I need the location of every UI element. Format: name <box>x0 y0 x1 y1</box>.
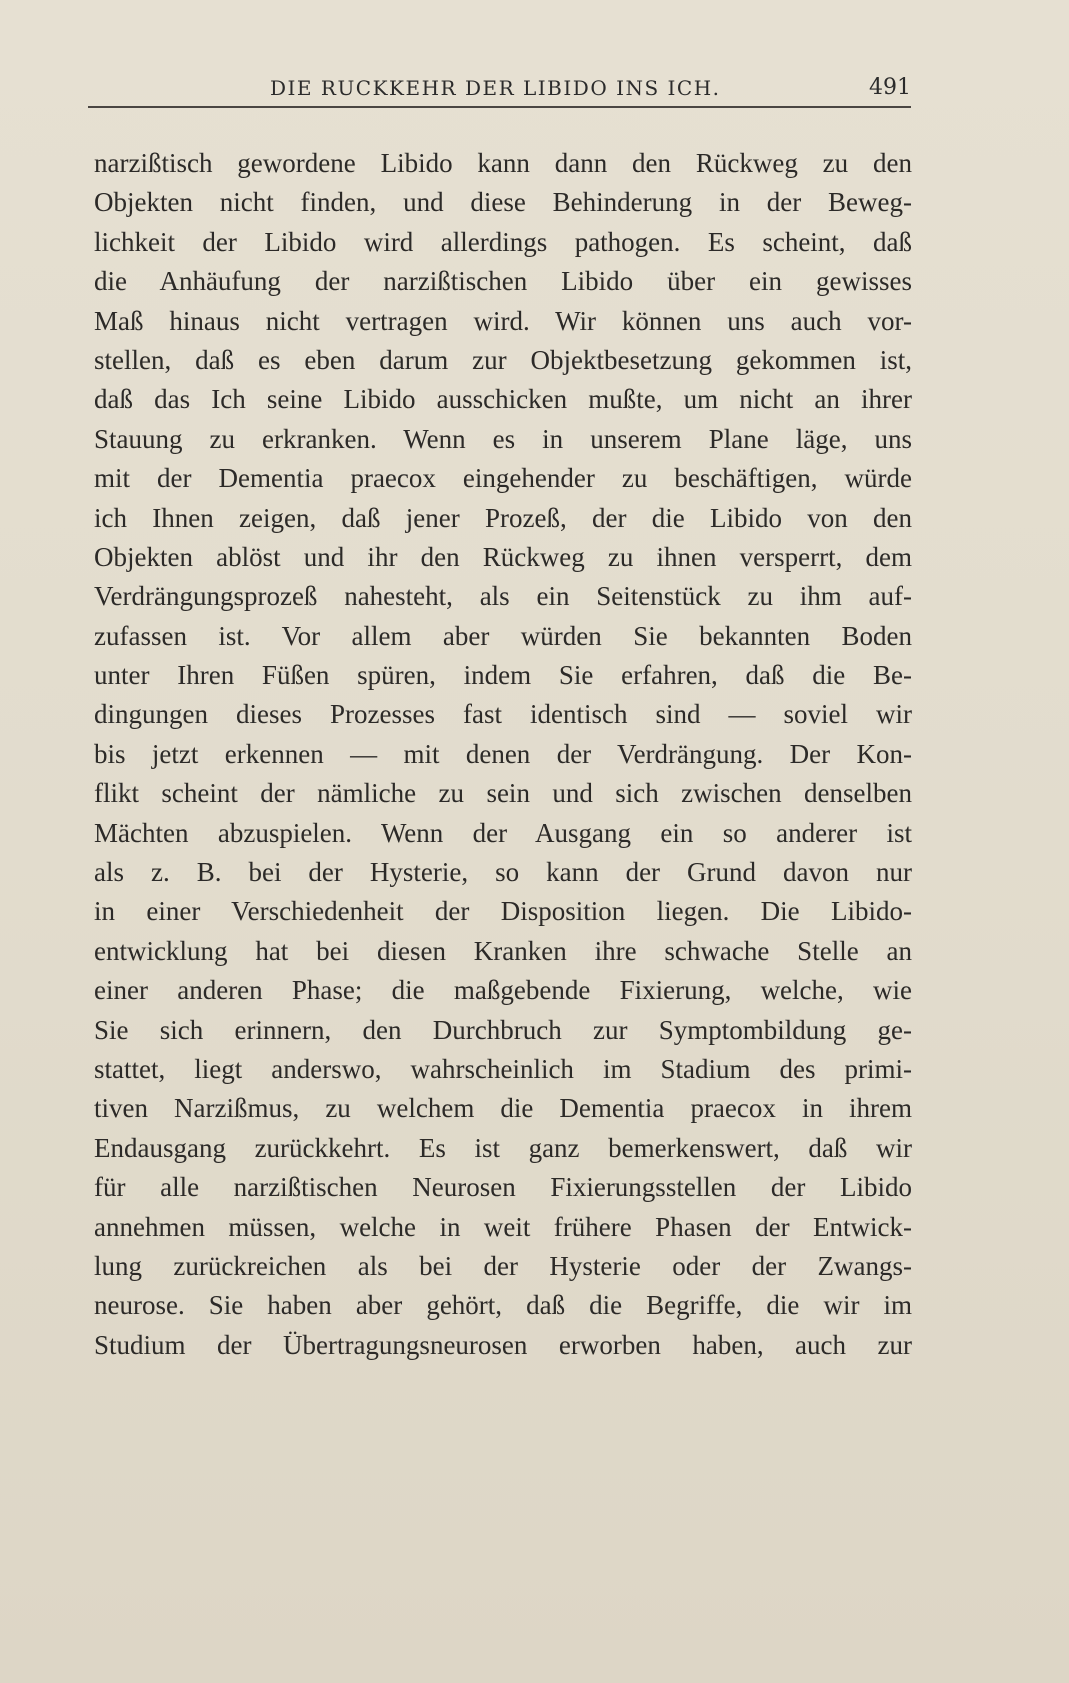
page-header <box>88 68 911 108</box>
text-line: in einer Verschiedenheit der Disposition liegen. Die Libido- <box>94 896 912 927</box>
text-line: als z. B. bei der Hysterie, so kann der Grund davon nur <box>94 857 912 888</box>
text-line: Mächten abzuspielen. Wenn der Ausgang ein so anderer ist <box>94 817 912 848</box>
text-line: Endausgang zurückkehrt. Es ist ganz bemerkenswert, daß wir <box>94 1132 912 1163</box>
text-line: entwicklung hat bei diesen Kranken ihre schwache Stelle an <box>94 935 912 966</box>
text-line: stellen, daß es eben darum zur Objektbesetzung gekommen ist, <box>94 344 912 375</box>
text-line: mit der Dementia praecox eingehender zu beschäftigen, würde <box>94 463 912 494</box>
body-text <box>94 144 912 1365</box>
text-line: tiven Narzißmus, zu welchem die Dementia praecox in ihrem <box>94 1093 912 1124</box>
text-line: lung zurückreichen als bei der Hysterie oder der Zwangs- <box>94 1250 912 1281</box>
page-number: 491 <box>869 75 911 100</box>
text-line: Sie sich erinnern, den Durchbruch zur Symptombildung ge- <box>94 1014 912 1045</box>
text-line: flikt scheint der nämliche zu sein und sich zwischen denselben <box>94 778 912 809</box>
text-line: bis jetzt erkennen — mit denen der Verdrängung. Der Kon- <box>94 738 912 769</box>
text-line: Objekten ablöst und ihr den Rückweg zu ihnen versperrt, dem <box>94 541 912 572</box>
text-line: daß das Ich seine Libido ausschicken mußte, um nicht an ihrer <box>94 384 912 415</box>
text-line: unter Ihren Füßen spüren, indem Sie erfahren, daß die Be- <box>94 660 912 691</box>
text-line: dingungen dieses Prozesses fast identisch sind — soviel wir <box>94 699 912 730</box>
text-line: einer anderen Phase; die maßgebende Fixierung, welche, wie <box>94 975 912 1006</box>
text-line: stattet, liegt anderswo, wahrscheinlich im Stadium des primi- <box>94 1053 912 1084</box>
header-rule <box>88 106 911 108</box>
text-line: neurose. Sie haben aber gehört, daß die Begriffe, die wir im <box>94 1290 912 1321</box>
text-line: zufassen ist. Vor allem aber würden Sie bekannten Boden <box>94 620 912 651</box>
text-line: Verdrängungsprozeß nahesteht, als ein Seitenstück zu ihm auf- <box>94 581 912 612</box>
text-line: lichkeit der Libido wird allerdings pathogen. Es scheint, daß <box>94 226 912 257</box>
text-line: Maß hinaus nicht vertragen wird. Wir können uns auch vor- <box>94 305 912 336</box>
text-line: annehmen müssen, welche in weit frühere Phasen der Entwick- <box>94 1211 912 1242</box>
text-line: narzißtisch gewordene Libido kann dann den Rückweg zu den <box>94 148 912 178</box>
text-line: ich Ihnen zeigen, daß jener Prozeß, der die Libido von den <box>94 502 912 533</box>
text-line: Stauung zu erkranken. Wenn es in unserem Plane läge, uns <box>94 423 912 454</box>
text-line: Studium der Übertragungsneurosen erworben haben, auch zur <box>94 1329 912 1360</box>
text-line: Objekten nicht finden, und diese Behinderung in der Beweg- <box>94 187 912 218</box>
text-line: für alle narzißtischen Neurosen Fixierungsstellen der Libido <box>94 1172 912 1203</box>
running-title: DIE RUCKKEHR DER LIBIDO INS ICH. <box>270 76 721 100</box>
text-line: die Anhäufung der narzißtischen Libido über ein gewisses <box>94 266 912 297</box>
